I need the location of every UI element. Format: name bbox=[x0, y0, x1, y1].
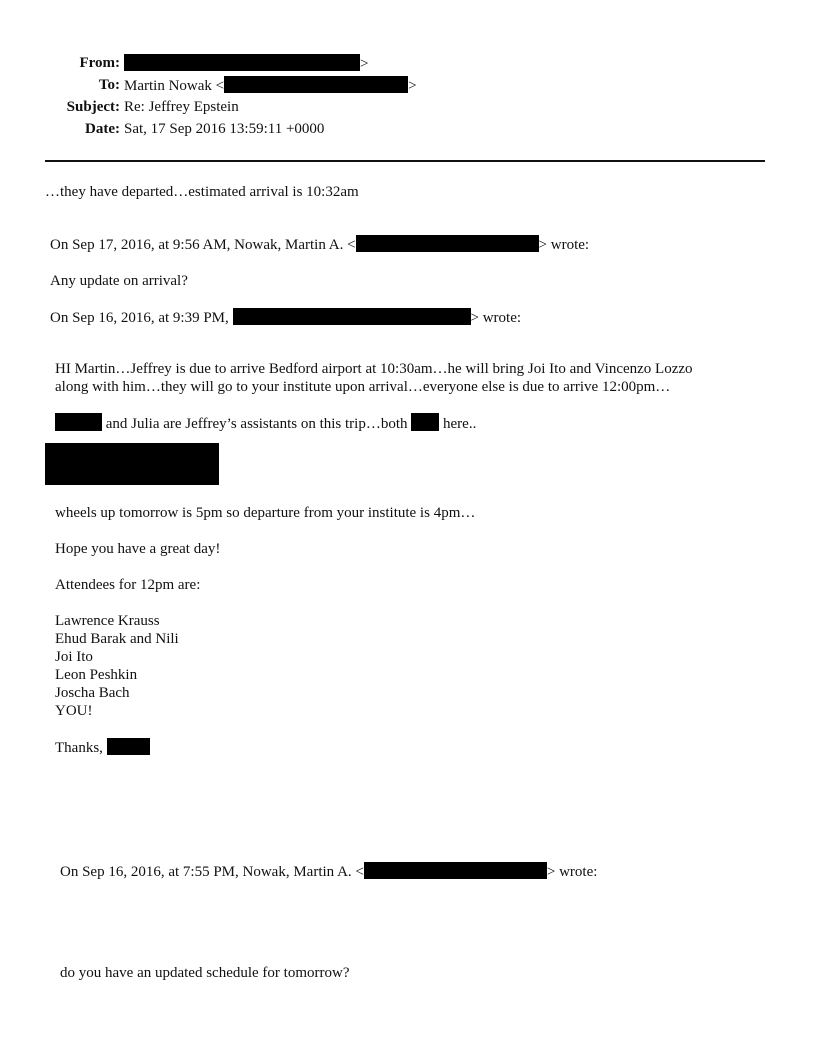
to-suffix: > bbox=[408, 78, 417, 94]
redacted-block bbox=[364, 862, 547, 879]
subject-label: Subject: bbox=[66, 99, 120, 115]
greeting-line: Hope you have a great day! bbox=[55, 541, 221, 557]
quote-header-2-suffix: > wrote: bbox=[470, 310, 522, 326]
attendee-item: YOU! bbox=[55, 703, 93, 719]
assistants-text: and Julia are Jeffrey’s assistants on this trip…both bbox=[105, 416, 408, 432]
to-value bbox=[124, 76, 417, 95]
redacted-block bbox=[124, 54, 360, 71]
wheels-up-line: wheels up tomorrow is 5pm so departure from your institute is 4pm… bbox=[55, 505, 476, 521]
redacted-block bbox=[411, 413, 439, 431]
attendee-item: Ehud Barak and Nili bbox=[55, 631, 179, 647]
final-question: do you have an updated schedule for tomorrow? bbox=[60, 965, 350, 981]
redacted-block bbox=[45, 443, 219, 485]
assistants-end: here.. bbox=[443, 416, 477, 432]
date-value: Sat, 17 Sep 2016 13:59:11 +0000 bbox=[124, 121, 325, 137]
to-label: To: bbox=[98, 77, 120, 93]
attendees-heading: Attendees for 12pm are: bbox=[55, 577, 201, 593]
assistants-line bbox=[55, 413, 476, 433]
to-name: Martin Nowak < bbox=[124, 78, 225, 94]
quote-header-1-suffix: > wrote: bbox=[538, 237, 590, 253]
quote-header-2-prefix: On Sep 16, 2016, at 9:39 PM, bbox=[50, 310, 229, 326]
quote-header-2 bbox=[50, 308, 521, 327]
from-value bbox=[124, 54, 368, 73]
subject-value: Re: Jeffrey Epstein bbox=[124, 99, 239, 115]
attendee-list bbox=[55, 612, 179, 720]
reply-line: …they have departed…estimated arrival is 10:32am bbox=[45, 184, 359, 200]
quote-header-1-prefix: On Sep 17, 2016, at 9:56 AM, Nowak, Martin A. < bbox=[50, 237, 356, 253]
from-label: From: bbox=[79, 55, 120, 71]
quote-header-3-prefix: On Sep 16, 2016, at 7:55 PM, Nowak, Martin A. < bbox=[60, 864, 364, 880]
thanks-text: Thanks, bbox=[55, 740, 103, 756]
update-question: Any update on arrival? bbox=[50, 273, 188, 289]
date-label: Date: bbox=[85, 121, 120, 137]
redacted-block bbox=[107, 738, 150, 755]
redacted-block bbox=[55, 413, 102, 431]
redacted-block bbox=[356, 235, 539, 252]
attendee-item: Joscha Bach bbox=[55, 685, 130, 701]
header-divider bbox=[45, 160, 765, 162]
quote-header-3-suffix: > wrote: bbox=[546, 864, 598, 880]
attendee-item: Leon Peshkin bbox=[55, 667, 138, 683]
redacted-block bbox=[224, 76, 408, 93]
attendee-item: Joi Ito bbox=[55, 649, 93, 665]
quote-header-1 bbox=[50, 235, 589, 254]
redacted-block bbox=[233, 308, 471, 325]
attendee-item: Lawrence Krauss bbox=[55, 613, 160, 629]
from-suffix: > bbox=[360, 56, 369, 72]
quote-header-3 bbox=[60, 862, 597, 881]
paragraph-line: along with him…they will go to your institute upon arrival…everyone else is due to arrive 12:00pm… bbox=[55, 379, 671, 395]
signoff-line bbox=[55, 738, 150, 757]
paragraph-line: HI Martin…Jeffrey is due to arrive Bedford airport at 10:30am…he will bring Joi Ito and Vincenzo Lozzo bbox=[55, 361, 693, 377]
